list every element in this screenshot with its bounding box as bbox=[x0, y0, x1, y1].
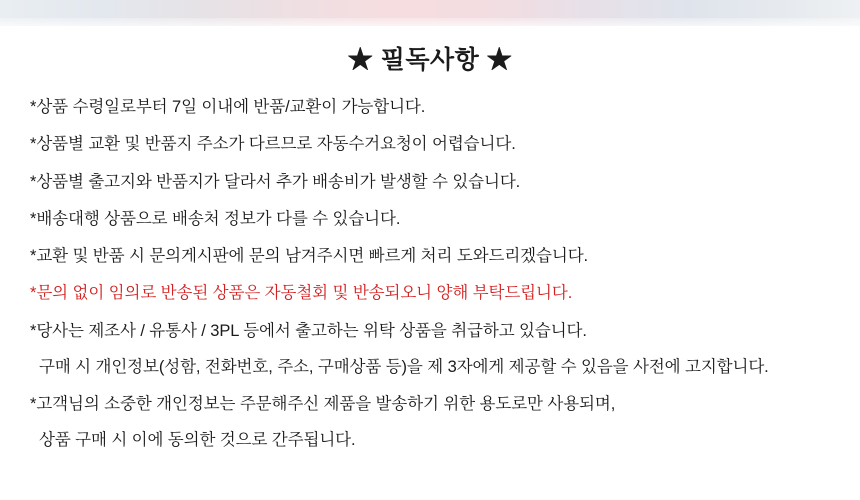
notice-line: *고객님의 소중한 개인정보는 주문해주신 제품을 발송하기 위한 용도로만 사용되며, bbox=[30, 395, 616, 414]
notice-line: *당사는 제조사 / 유통사 / 3PL 등에서 출고하는 위탁 상품을 취급하고 있습니다. bbox=[30, 321, 587, 340]
notice-line: *배송대행 상품으로 배송처 정보가 다를 수 있습니다. bbox=[30, 209, 401, 228]
notice-line-continuation: 구매 시 개인정보(성함, 전화번호, 주소, 구매상품 등)을 제 3자에게 제공할 수 있음을 사전에 고지합니다. bbox=[39, 357, 769, 376]
notice-line: *교환 및 반품 시 문의게시판에 문의 남겨주시면 빠르게 처리 도와드리겠습니다. bbox=[30, 247, 589, 266]
notice-line: *상품별 출고지와 반품지가 달라서 추가 배송비가 발생할 수 있습니다. bbox=[30, 172, 521, 191]
notice-line-highlighted: *문의 없이 임의로 반송된 상품은 자동철회 및 반송되오니 양해 부탁드립니다. bbox=[30, 284, 573, 303]
notice-line: *상품별 교환 및 반품지 주소가 다르므로 자동수거요청이 어렵습니다. bbox=[30, 135, 516, 154]
notice-list bbox=[30, 96, 838, 467]
page-title: ★ 필독사항 ★ bbox=[347, 46, 513, 74]
notice-line: *상품 수령일로부터 7일 이내에 반품/교환이 가능합니다. bbox=[30, 98, 426, 116]
notice-line-continuation: 상품 구매 시 이에 동의한 것으로 간주됩니다. bbox=[39, 431, 356, 450]
